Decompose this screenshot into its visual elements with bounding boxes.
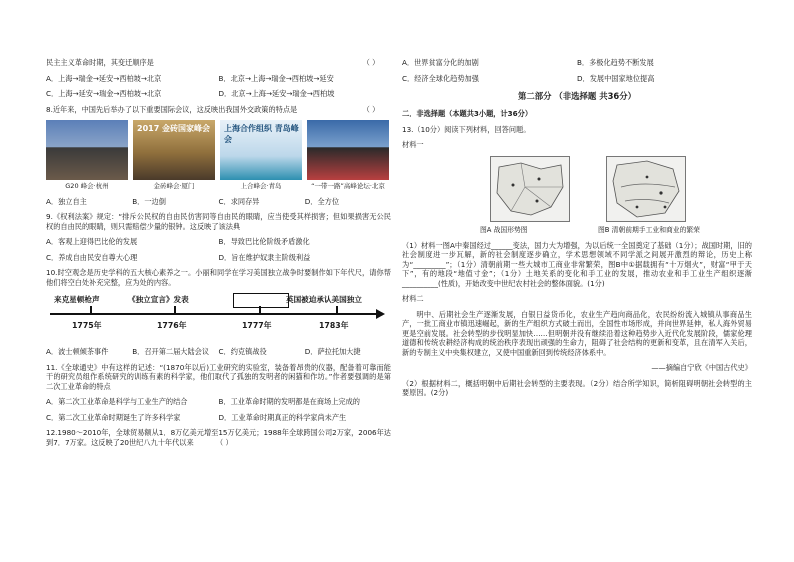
question-12-stem: 12.1980～2010年，全球贸易额从1．8万亿美元增至15万亿美元；1988年全球跨国公司2万家，2006年达到7．7万家。这反映了20世纪八九十年代以来 （ ） xyxy=(46,428,391,447)
material-1-label: 材料一 xyxy=(402,140,424,150)
right-column xyxy=(402,58,752,404)
question-13-stem: 13.（10分）阅读下列材料，回答问题。 xyxy=(402,124,531,134)
timeline-tick xyxy=(90,306,92,315)
option-a: A．上海→瑞金→延安→西柏坡→北京 xyxy=(46,73,162,83)
photo-sco-qingdao: 上海合作组织 青岛峰会 xyxy=(220,120,302,180)
map-a-graphic xyxy=(491,157,569,221)
summit-photos xyxy=(46,120,391,180)
timeline-event-4: 英国被迫承认美国独立 xyxy=(286,295,362,305)
option-b: B．北京→上海→瑞金→西柏坡→延安 xyxy=(218,73,334,83)
timeline-axis xyxy=(50,313,380,315)
timeline-tick xyxy=(174,306,176,315)
map-b-graphic xyxy=(607,157,685,221)
photo-belt-road-beijing xyxy=(307,120,389,180)
timeline-year: 1777年 xyxy=(242,321,272,331)
question-13-part-2: （2）根据材料二，概括明朝中后期社会转型的主要表现。（2分）结合所学知识，简析阻碍明朝社会转型的主要原因。(2分) xyxy=(402,378,752,398)
timeline-event-1: 来克星顿枪声 xyxy=(54,295,100,305)
timeline-year: 1783年 xyxy=(319,321,349,331)
question-11-options: A．第二次工业革命是科学与工业生产的结合 B．工业革命时期的发明都是在商场上完成的 C．第二次工业革命时期诞生了许多科学家 D．工业革命时期真正的科学家尚未产生 xyxy=(46,397,360,422)
part-two-title: 第二部分 （非选择题 共36分） xyxy=(518,91,636,101)
map-captions: 图A 战国形势图 图B 清朝前期手工业和商业的繁荣 xyxy=(480,225,700,234)
timeline-arrow-icon xyxy=(376,309,385,319)
question-10-options: A．波士顿倾茶事件 B．召开第二届大陆会议 C．约克镇战役 D．萨拉托加大捷 xyxy=(46,347,361,357)
material-2-label: 材料二 xyxy=(402,294,424,304)
question-8-stem: 8.近年来，中国先后举办了以下重要国际会议，这反映出我国外交政策的特点是 （ ） xyxy=(46,104,380,114)
material-2-source: ——摘编自宁欣《中国古代史》 xyxy=(651,363,752,373)
question-7-stem: 民主主义革命时期，其变迁顺序是 （ ） xyxy=(46,58,380,67)
question-12-options: A．世界贫富分化的加剧 B．多极化趋势不断发展 C．经济全球化趋势加强 D．发展中国家地位提高 xyxy=(402,58,655,83)
warring-states-map xyxy=(490,156,570,222)
timeline-event-2: 《独立宣言》发表 xyxy=(128,295,189,305)
timeline-ruler xyxy=(46,293,391,341)
left-column xyxy=(46,58,391,453)
photo-g20-hangzhou xyxy=(46,120,128,180)
timeline-year: 1775年 xyxy=(72,321,102,331)
material-1-maps xyxy=(490,156,752,222)
section-heading: 二．非选择题（本题共3小题，计36分） xyxy=(402,109,533,119)
question-9-stem: 9.《权利法案》规定：“排斥公民权的自由民仿害同等自由民的眼睛，应当使受其样损害；但如果损害无公民权的自由民的眼睛，则只需赔偿少量的银钟。这反映了该法典 xyxy=(46,212,391,231)
question-8-options: A．独立自主 B．一边倒 C．求同存异 D．全方位 xyxy=(46,196,340,206)
question-9-options: A．客观上迎得巴比伦的发展 B．导致巴比伦阶级矛盾激化 C．养成自由民安自尊大心理 D．旨在维护奴隶主阶级利益 xyxy=(46,237,311,262)
question-10-stem: 10.时空观念是历史学科的五大核心素养之一。小丽和同学在学习美国独立战争时要制作如下年代尺，请你帮他们将空白处补充完整，应为处的内容。 xyxy=(46,268,391,287)
question-11-stem: 11.《全球通史》中有这样的记述：“(1870年以后)工业研究的实验室，装备着昂贵的仪器，配备着可靠而能干的研究员组作系统研究的训练有素的科学家，他们取代了孤独的发明者的闲猫和作坊。”作者要强调的是第二次工业革命的特点 xyxy=(46,362,391,391)
option-c: C．上海→延安→瑞金→西柏坡→北京 xyxy=(46,89,162,98)
photo-brics-xiamen: 2017 金砖国家峰会 xyxy=(133,120,215,180)
question-7-options xyxy=(46,74,391,99)
material-2-text: 明中、后期社会生产逐渐发展，白银日益货币化，农业生产趋向商品化，农民纷纷流入城镇从事商品生产，一批工商业市镇迅速崛起，新的生产组织方式破土而出，全国性市场形成，并向世界延伸，私人海外贸易更是空前发展。社会转型的步伐明显加快……但明朝并没有继续沿着这种趋势步入近代化发展阶段，儒家伦理道德和传统农耕经济构成的统治秩序表现出顽强的生命力，阻碍了社会结构的更新和变革，且在清军入关后，新的专制主义中央集权建立，又使中国重新回到传统经济体系中。 xyxy=(402,309,752,357)
timeline-blank-box xyxy=(233,293,289,308)
timeline-tick xyxy=(259,306,261,315)
timeline-year: 1776年 xyxy=(157,321,187,331)
option-d: D．北京→上海→延安→瑞金→西柏坡 xyxy=(218,89,335,98)
timeline-tick xyxy=(336,306,338,315)
photo-captions: G20 峰会·杭州 金砖峰会·厦门 上合峰会·青岛 “一带一路”高峰论坛·北京 xyxy=(65,182,385,190)
qing-commerce-map xyxy=(606,156,686,222)
question-13-part-1: （1）材料一图A中秦国经过______变法，国力大为增强，为以后统一全国奠定了基础（1分）；战国时期，旧的社会制度进一步瓦解，新的社会制度逐步确立，学术思想领域不同学派之间展开激烈的辩论，历史上称为“_________”；（1分）清朝前期一些大城市工商业非常繁荣，图B中①据载拥有“十万烟火”，财富“甲于天下”，有的地段“地值寸金”；（1分）土地关系的变化和手工业的发展，推动农业和手工业生产组织逐渐__________(性质)，开始改变中世纪农村社会的整体面貌。(1分) xyxy=(402,240,752,288)
